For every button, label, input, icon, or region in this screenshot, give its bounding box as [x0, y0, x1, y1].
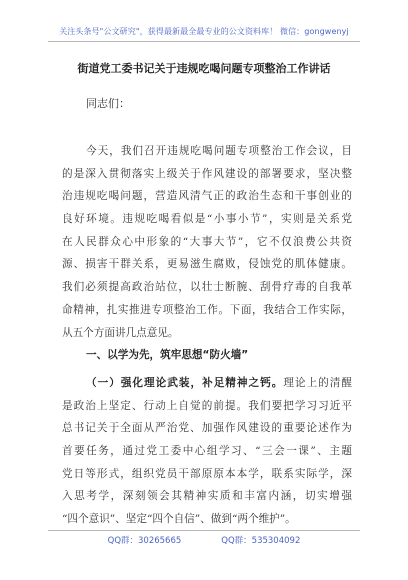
- section-heading-1: 一、以学为先，筑牢思想“防火墙”: [86, 349, 249, 361]
- paragraph-line-text: 理论上的清醒: [283, 377, 352, 389]
- paragraph-line: 在人民群众心中形象的“大事大节”，它不仅浪费公共资: [62, 235, 352, 248]
- paragraph-line: 良好环境。违规吃喝看似是“小事小节”，实则是关系党: [62, 213, 352, 226]
- document-title: 街道党工委书记关于违规吃喝问题专项整治工作讲话: [77, 62, 331, 75]
- footer-qq-group-2: QQ群：535304092: [221, 536, 301, 546]
- footer-qq-group-1: QQ群：30265665: [107, 536, 182, 546]
- paragraph-line: “四个意识”、坚定“四个自信”、做到“两个维护”。: [62, 513, 296, 526]
- paragraph-line: 今天，我们召开违规吃喝问题专项整治工作会议，目: [86, 145, 352, 157]
- paragraph-line: 是政治上坚定、行动上自觉的前提。我们要把学习习近平: [62, 399, 352, 412]
- paragraph-line: 从五个方面讲几点意见。: [62, 326, 179, 339]
- paragraph-line: 的是深入贯彻落实上级关于作风建设的部署要求，坚决整: [62, 167, 352, 180]
- paragraph-line: 党日等形式，组织党员干部原原本本学，联系实际学，深: [62, 467, 352, 480]
- footer: [0, 534, 408, 546]
- paragraph-line: 入思考学，深刻领会其精神实质和丰富内涵，切实增强: [62, 490, 352, 503]
- paragraph-line: 源、损害干群关系，更易滋生腐败，侵蚀党的肌体健康。: [62, 258, 352, 271]
- salutation: 同志们：: [86, 97, 130, 110]
- paragraph-line: 命精神，扎实推进专项整治工作。下面，我结合工作实际，: [62, 303, 352, 316]
- header-banner: 关注头条号"公文研究"，获得最新最全最专业的公文资料库！ 微信：gongwenyj: [59, 27, 349, 36]
- paragraph-line: 我们必须提高政治站位，以壮士断腕、刮骨疗毒的自我革: [62, 281, 352, 294]
- paragraph-intro: [62, 140, 352, 344]
- paragraph-line: 治违规吃喝问题，营造风清气正的政治生态和干事创业的: [62, 190, 352, 203]
- subsection-heading: （一）强化理论武装，补足精神之钙。: [86, 377, 284, 389]
- footer-divider: [48, 530, 360, 531]
- paragraph-line: 总书记关于全面从严治党、加强作风建设的重要论述作为: [62, 422, 352, 435]
- paragraph-line: 首要任务，通过党工委中心组学习、“三会一课”、主题: [62, 445, 352, 458]
- paragraph-line: [62, 372, 352, 395]
- paragraph-theory: [62, 372, 352, 531]
- header-divider: [48, 41, 360, 42]
